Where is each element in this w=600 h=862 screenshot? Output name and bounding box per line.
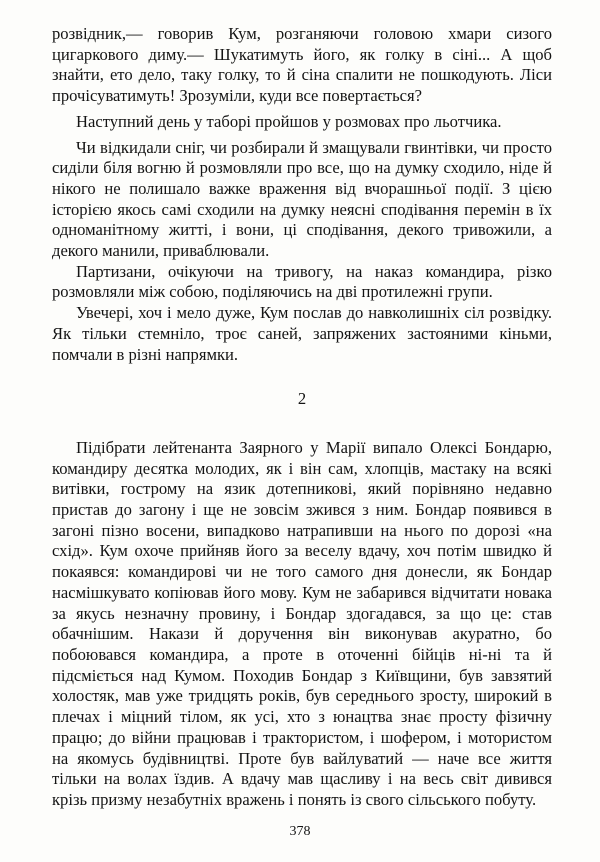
paragraph-continuation: розвідник,— говорив Кум, розганяючи головою хмари сизого цигаркового диму.— Шукатимуть його, як голку в сіні... А щоб знайти, ето дело, таку голку, то й сіна спалити не пошкодують. Ліси прочісуватимуть! Зрозуміли, куди все повертається?: [52, 24, 552, 106]
paragraph: Партизани, очікуючи на тривогу, на наказ командира, різко розмовляли між собою, поділяючись на дві протилежні групи.: [52, 261, 552, 302]
section-number: 2: [297, 389, 307, 409]
paragraph: Наступний день у таборі пройшов у розмовах про льотчика.: [76, 111, 502, 131]
paragraph: Увечері, хоч і мело дуже, Кум послав до навколишніх сіл розвідку. Як тільки стемніло, троє саней, запряжених застояними кіньми, помчали в різні напрямки.: [52, 303, 552, 364]
page-number: 378: [289, 824, 311, 839]
paragraph: Підібрати лейтенанта Заярного у Марії випало Олексі Бондарю, командиру десятка молодих, як і він сам, хлопців, мастаку на всякі витівки, гострому на язик дотепникові, який порівняно недавно пристав до загону і ще не зовсім зжився з ним. Бондар появився в загоні пізно восени, випадково натрапивши на нього по дорозі «на схід». Кум охоче прийняв його за веселу вдачу, хоч потім швидко й покаявся: командирові чи не того самого дня донесли, як Бондар насмішкувато копіював його мову. Кум не забарився відчитати новака за якусь незначну провину, і Бондар здогадався, за що це: став обачнішим. Накази й доручення він виконував акуратно, бо побоювався командира, а проте в оточенні бійців ні-ні та й підсміється над Кумом. Походив Бондар з Київщини, був завзятий холостяк, мав уже тридцять років, був середнього зросту, широкий в плечах і міцний тілом, як усі, хто з юнацтва знає просту фізичну працю; до війни працював і трактористом, і шофером, і мотористом на якомусь будівництві. Проте був вайлуватий — наче все життя тільки на волах їздив. А вдачу мав щасливу і на весь світ дивився крізь призму незабутніх вражень і понять із свого сільського побуту.: [52, 437, 552, 809]
book-page: [52, 24, 552, 811]
paragraph: Чи відкидали сніг, чи розбирали й змащували гвинтівки, чи просто сиділи біля вогню й розмовляли про все, що на думку сходило, ніде й нікого не полишало важке враження від вчорашньої події. З цією історією якось самі сходили на думку неясні сподівання перемін в їх одноманітному житті, і вони, ці сподівання, декого тривожили, а декого манили, приваблювали.: [52, 137, 552, 261]
